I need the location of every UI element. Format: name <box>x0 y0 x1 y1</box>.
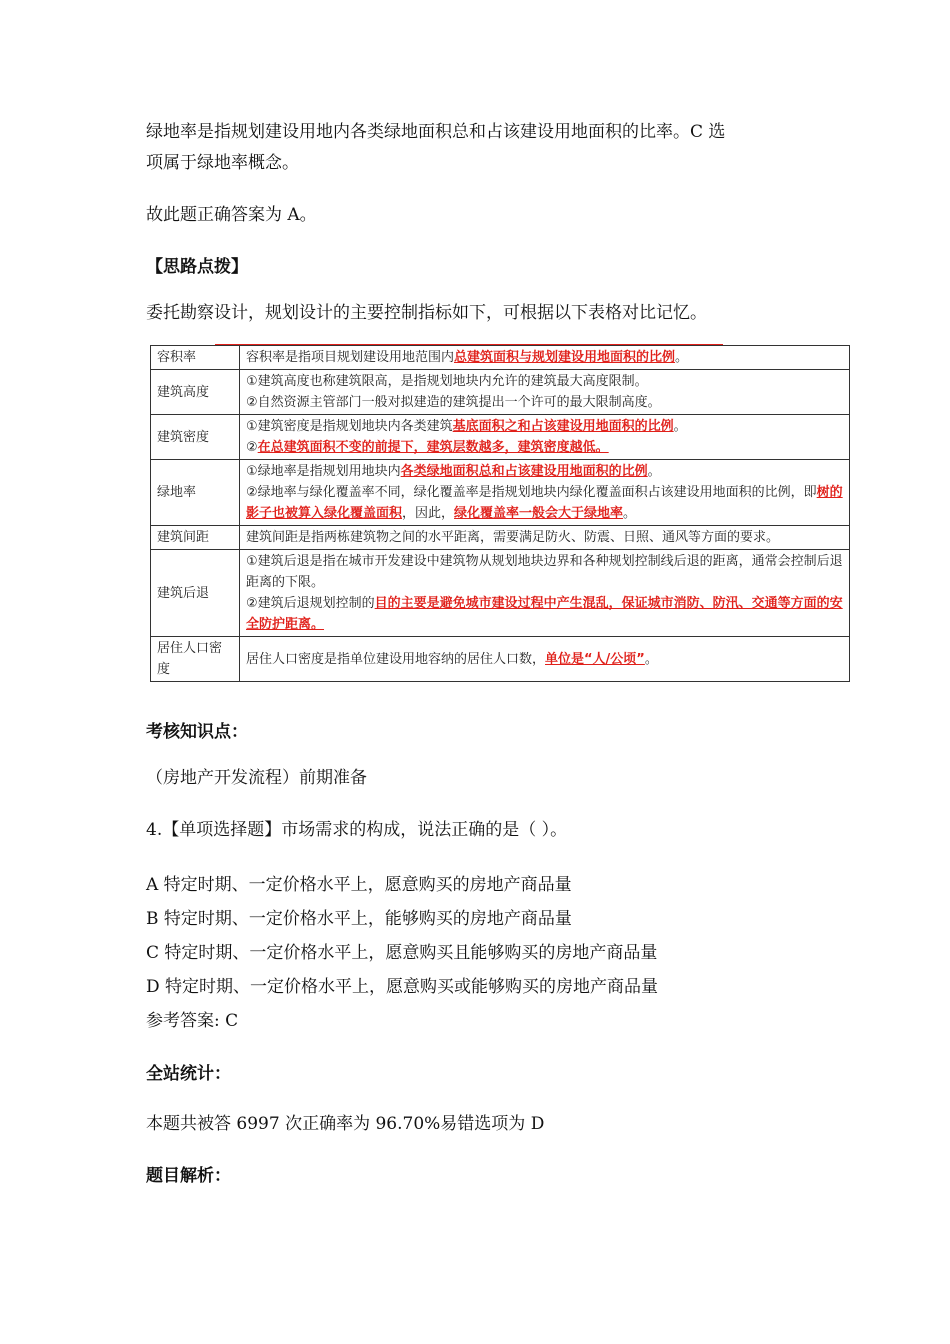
table-row <box>151 460 850 526</box>
highlight-text: 绿化覆盖率一般会大于绿地率 <box>454 506 624 521</box>
table-row-key: 建筑密度 <box>151 415 240 460</box>
reference-answer: 参考答案: C <box>146 1011 239 1031</box>
table-row-key: 绿地率 <box>151 460 240 526</box>
table-cell-line <box>246 437 843 458</box>
table-cell-line <box>246 347 843 368</box>
highlight-text: 基底面积之和占该建设用地面积的比例 <box>452 419 674 434</box>
table-row-value <box>240 460 850 526</box>
option-b: B 特定时期、一定价格水平上，能够购买的房地产商品量 <box>146 909 572 929</box>
table-row-key: 建筑间距 <box>151 526 240 550</box>
table-cell-line <box>246 416 843 437</box>
option-d: D 特定时期、一定价格水平上，愿意购买或能够购买的房地产商品量 <box>146 977 659 997</box>
intro-line-2: 项属于绿地率概念。 <box>146 153 299 173</box>
table-cell-line <box>246 371 843 392</box>
table-row <box>151 550 850 637</box>
highlight-text: 树的影子也被算入绿化覆盖面积 <box>246 485 843 521</box>
table-cell-line <box>246 527 843 548</box>
highlight-text: 目的主要是避免城市建设过程中产生混乱，保证城市消防、防汛、交通等方面的安全防护距离。 <box>246 596 843 632</box>
table-row <box>151 637 850 682</box>
cell-text: 。 <box>673 419 687 434</box>
question-stem: 4.【单项选择题】市场需求的构成，说法正确的是（ ）。 <box>146 820 568 840</box>
cell-text: ②自然资源主管部门一般对拟建造的建筑提出一个许可的最大限制高度。 <box>246 395 661 410</box>
indicator-table <box>150 345 850 682</box>
tip-heading: 【思路点拨】 <box>146 257 248 277</box>
cell-text: ② <box>246 440 258 455</box>
table-row-value <box>240 526 850 550</box>
table-cell-line <box>246 649 843 670</box>
cell-text: 。 <box>647 464 661 479</box>
table-cell-line <box>246 461 843 482</box>
stats-heading: 全站统计： <box>146 1064 231 1084</box>
highlight-text: 各类绿地面积总和占该建设用地面积的比例 <box>400 464 648 479</box>
table-row-key: 建筑高度 <box>151 370 240 415</box>
option-c: C 特定时期、一定价格水平上，愿意购买且能够购买的房地产商品量 <box>146 943 658 963</box>
cell-text: ，因此， <box>402 506 455 521</box>
highlight-text: 在总建筑面积不变的前提下，建筑层数越多，建筑密度越低。 <box>257 440 609 455</box>
table-row-value <box>240 370 850 415</box>
table-cell-line <box>246 551 843 593</box>
cell-text: 居住人口密度是指单位建设用地容纳的居住人口数， <box>246 651 546 667</box>
cell-text: 。 <box>675 350 689 365</box>
option-a: A 特定时期、一定价格水平上，愿意购买的房地产商品量 <box>146 875 572 895</box>
table-cell-line <box>246 593 843 635</box>
cell-text: ①建筑密度是指规划地块内各类建筑 <box>246 419 453 434</box>
cell-text: ②建筑后退规划控制的 <box>246 596 375 611</box>
table-row-value <box>240 346 850 370</box>
cell-text: 建筑间距是指两栋建筑物之间的水平距离，需要满足防火、防震、日照、通风等方面的要求。 <box>246 530 780 545</box>
table-cell-line <box>246 392 843 413</box>
tip-text: 委托勘察设计，规划设计的主要控制指标如下，可根据以下表格对比记忆。 <box>146 303 707 323</box>
cell-text: 容积率是指项目规划建设用地范围内 <box>246 350 455 365</box>
cell-text: ①建筑后退是指在城市开发建设中建筑物从规划地块边界和各种规划控制线后退的距离，通常会控制后退距离的下限。 <box>246 554 843 590</box>
table-row <box>151 526 850 550</box>
cell-text: 。 <box>623 506 637 521</box>
cell-text: ②绿地率与绿化覆盖率不同，绿化覆盖率是指规划地块内绿化覆盖面积占该建设用地面积的比例，即 <box>246 485 817 500</box>
table-row-value <box>240 415 850 460</box>
knowledge-text: （房地产开发流程）前期准备 <box>146 768 367 788</box>
intro-line-1: 绿地率是指规划建设用地内各类绿地面积总和占该建设用地面积的比率。C 选 <box>146 122 726 142</box>
highlight-text: 单位是“人/公顷” <box>545 651 645 667</box>
cell-text: 。 <box>644 651 658 667</box>
table-row-value <box>240 637 850 682</box>
table-row <box>151 415 850 460</box>
table-row-key: 容积率 <box>151 346 240 370</box>
table-row <box>151 346 850 370</box>
table-row-value <box>240 550 850 637</box>
cell-text: ①绿地率是指规划用地块内 <box>246 464 401 479</box>
analysis-heading: 题目解析： <box>146 1166 231 1186</box>
answer-line: 故此题正确答案为 A。 <box>146 205 317 225</box>
stats-text: 本题共被答 6997 次正确率为 96.70%易错选项为 D <box>146 1114 545 1134</box>
table-cell-line <box>246 482 843 524</box>
table-row <box>151 370 850 415</box>
highlight-text: 总建筑面积与规划建设用地面积的比例 <box>454 350 676 365</box>
table-row-key: 建筑后退 <box>151 550 240 637</box>
indicator-table-body <box>151 346 850 682</box>
table-row-key: 居住人口密度 <box>151 637 240 682</box>
cell-text: ①建筑高度也称建筑限高，是指规划地块内允许的建筑最大高度限制。 <box>246 374 648 389</box>
knowledge-heading: 考核知识点： <box>146 722 248 742</box>
